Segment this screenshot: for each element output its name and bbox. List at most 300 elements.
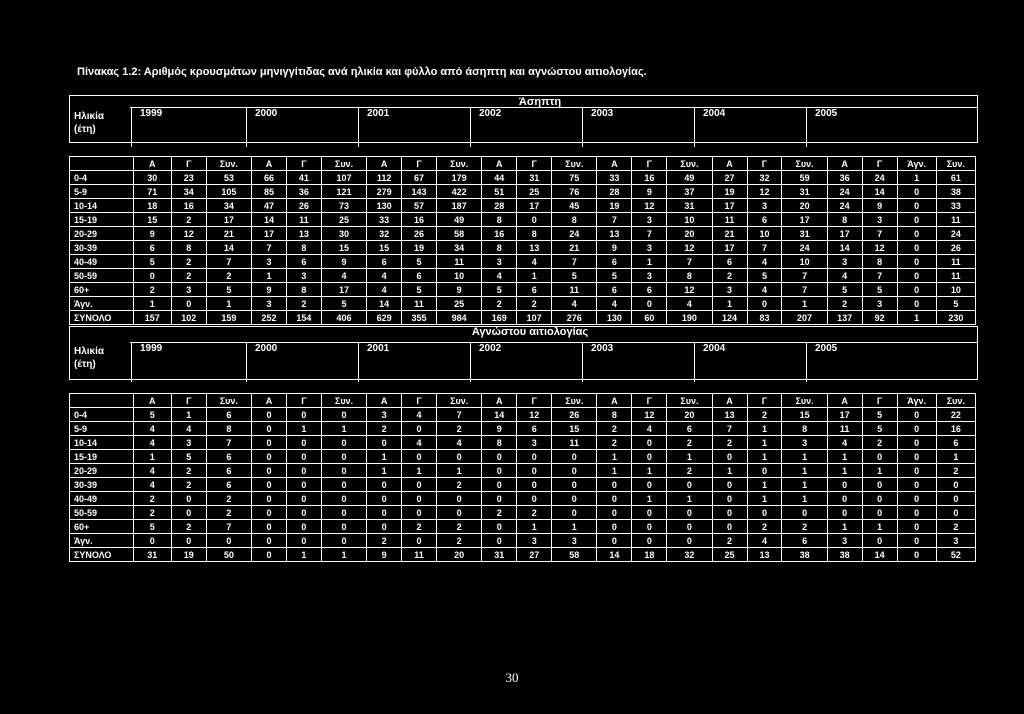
table-cell: 0: [897, 255, 936, 269]
table-cell: 3: [632, 241, 667, 255]
table-cell: 1: [862, 464, 897, 478]
table-cell: 3: [171, 283, 206, 297]
table-cell: 16: [402, 213, 437, 227]
table-cell: 59: [782, 171, 827, 185]
table-cell: 3: [712, 283, 747, 297]
table-cell: 0: [251, 422, 286, 436]
table-cell: 2: [171, 520, 206, 534]
table-cell: 276: [552, 311, 597, 325]
aseptic-subheader-row: [70, 157, 976, 171]
table-cell: 1: [712, 464, 747, 478]
table-cell: 6: [936, 436, 975, 450]
table-cell: 0: [251, 478, 286, 492]
table-cell: 9: [482, 422, 517, 436]
table-cell: 1: [897, 311, 936, 325]
table-cell: 92: [862, 311, 897, 325]
table-cell: 3: [251, 297, 286, 311]
row-label: 50-59: [70, 506, 134, 520]
table-cell: 2: [712, 269, 747, 283]
table-cell: 21: [206, 227, 251, 241]
table-cell: 0: [897, 534, 936, 548]
table-cell: 34: [206, 199, 251, 213]
table-cell: 49: [437, 213, 482, 227]
column-header: Συν.: [552, 394, 597, 408]
table-cell: 0: [367, 436, 402, 450]
column-header: Γ: [517, 394, 552, 408]
table-cell: 1: [597, 464, 632, 478]
table-cell: 25: [517, 185, 552, 199]
table-cell: 4: [482, 269, 517, 283]
table-cell: 0: [286, 478, 321, 492]
table-cell: 2: [171, 478, 206, 492]
table-cell: 11: [402, 548, 437, 562]
table-cell: 0: [632, 520, 667, 534]
table-cell: 28: [597, 185, 632, 199]
table-cell: 5: [402, 255, 437, 269]
table-cell: 17: [827, 408, 862, 422]
table-cell: 0: [251, 534, 286, 548]
table-cell: 33: [367, 213, 402, 227]
table-cell: 4: [667, 297, 712, 311]
table-cell: 25: [712, 548, 747, 562]
table-row: [70, 241, 976, 255]
column-header: Συν.: [782, 157, 827, 171]
table-cell: 0: [133, 269, 171, 283]
table-cell: 0: [321, 520, 366, 534]
table-cell: 406: [321, 311, 366, 325]
table-cell: 0: [367, 506, 402, 520]
table-cell: 0: [862, 506, 897, 520]
row-label: 0-4: [70, 408, 134, 422]
table-cell: 0: [632, 436, 667, 450]
table-cell: 0: [171, 297, 206, 311]
table-cell: 1: [827, 464, 862, 478]
table-cell: 7: [206, 520, 251, 534]
table-cell: 4: [133, 436, 171, 450]
table-cell: 17: [517, 199, 552, 213]
table-cell: 58: [437, 227, 482, 241]
table-cell: 26: [402, 227, 437, 241]
table-cell: 2: [402, 520, 437, 534]
table-cell: 19: [171, 548, 206, 562]
column-header: Α: [712, 157, 747, 171]
table-cell: 17: [712, 241, 747, 255]
table-cell: 0: [321, 478, 366, 492]
table-cell: 5: [321, 297, 366, 311]
table-cell: 0: [747, 464, 782, 478]
table-cell: 7: [597, 213, 632, 227]
table-row: [70, 185, 976, 199]
unknown-title: Αγνώστου αιτιολογίας: [471, 326, 589, 338]
table-cell: 1: [827, 450, 862, 464]
row-label: 15-19: [70, 450, 134, 464]
table-cell: 2: [747, 408, 782, 422]
table-cell: 0: [321, 408, 366, 422]
column-header: Συν.: [667, 157, 712, 171]
table-cell: 3: [482, 255, 517, 269]
table-row: [70, 534, 976, 548]
table-cell: 8: [517, 227, 552, 241]
table-cell: 14: [206, 241, 251, 255]
table-row: [70, 171, 976, 185]
table-cell: 14: [862, 185, 897, 199]
row-label: ΣΥΝΟΛΟ: [70, 311, 134, 325]
table-cell: 6: [597, 283, 632, 297]
column-header: Α: [251, 157, 286, 171]
column-header: Συν.: [321, 157, 366, 171]
column-header: Συν.: [552, 157, 597, 171]
table-cell: 14: [367, 297, 402, 311]
table-cell: 1: [747, 436, 782, 450]
table-cell: 0: [251, 450, 286, 464]
table-cell: 0: [402, 422, 437, 436]
column-header: Γ: [862, 157, 897, 171]
table-cell: 11: [936, 255, 975, 269]
table-cell: 38: [782, 548, 827, 562]
table-cell: 4: [402, 436, 437, 450]
table-cell: 2: [206, 506, 251, 520]
table-cell: 14: [597, 548, 632, 562]
table-cell: 6: [667, 422, 712, 436]
table-cell: 6: [206, 408, 251, 422]
unknown-age-label: Ηλικία (έτη): [74, 346, 105, 370]
table-row: [70, 408, 976, 422]
table-cell: 1: [782, 492, 827, 506]
table-cell: 1: [747, 422, 782, 436]
aseptic-header: [69, 95, 978, 143]
table-cell: 7: [206, 255, 251, 269]
aseptic-year-2003: 2003: [582, 107, 694, 147]
table-cell: 6: [782, 534, 827, 548]
table-cell: 51: [482, 185, 517, 199]
table-cell: 1: [437, 464, 482, 478]
table-cell: 1: [782, 478, 827, 492]
unknown-subheader-row: [70, 394, 976, 408]
table-cell: 85: [251, 185, 286, 199]
unknown-year-2004: 2004: [694, 342, 806, 382]
table-cell: 0: [367, 492, 402, 506]
table-cell: 8: [171, 241, 206, 255]
table-cell: 0: [437, 492, 482, 506]
table-cell: 6: [206, 478, 251, 492]
table-cell: 36: [286, 185, 321, 199]
table-cell: 31: [133, 548, 171, 562]
table-cell: 18: [133, 199, 171, 213]
table-cell: 0: [897, 213, 936, 227]
table-cell: 67: [402, 171, 437, 185]
table-cell: 5: [133, 408, 171, 422]
table-cell: 2: [597, 422, 632, 436]
unknown-year-1999: 1999: [131, 342, 246, 382]
column-header: Α: [827, 394, 862, 408]
table-cell: 7: [862, 269, 897, 283]
row-label: 40-49: [70, 255, 134, 269]
table-cell: 984: [437, 311, 482, 325]
table-cell: 13: [597, 227, 632, 241]
table-cell: 41: [286, 171, 321, 185]
table-cell: 1: [747, 450, 782, 464]
table-cell: 0: [897, 436, 936, 450]
table-cell: 31: [782, 185, 827, 199]
table-cell: 5: [482, 283, 517, 297]
table-cell: 4: [437, 436, 482, 450]
column-header: Γ: [171, 157, 206, 171]
row-label: 10-14: [70, 199, 134, 213]
table-cell: 25: [321, 213, 366, 227]
table-cell: 83: [747, 311, 782, 325]
table-cell: 7: [747, 241, 782, 255]
column-header: Συν.: [437, 394, 482, 408]
table-cell: 0: [897, 199, 936, 213]
table-cell: 2: [437, 478, 482, 492]
table-cell: 31: [782, 227, 827, 241]
table-cell: 7: [632, 227, 667, 241]
unknown-header: [69, 326, 978, 380]
row-label: 20-29: [70, 227, 134, 241]
table-cell: 6: [517, 422, 552, 436]
table-cell: 2: [712, 534, 747, 548]
table-cell: 0: [712, 520, 747, 534]
table-cell: 5: [597, 269, 632, 283]
table-row: [70, 492, 976, 506]
table-cell: 0: [632, 478, 667, 492]
table-cell: 16: [936, 422, 975, 436]
table-cell: 4: [747, 283, 782, 297]
column-header: Συν.: [936, 157, 975, 171]
table-cell: 24: [862, 171, 897, 185]
table-cell: 32: [367, 227, 402, 241]
table-cell: 0: [827, 506, 862, 520]
table-cell: 16: [632, 171, 667, 185]
table-cell: 0: [171, 534, 206, 548]
column-header: Συν.: [437, 157, 482, 171]
table-cell: 0: [321, 534, 366, 548]
table-cell: 7: [667, 255, 712, 269]
column-header: Γ: [747, 394, 782, 408]
table-cell: 4: [747, 534, 782, 548]
table-cell: 8: [286, 283, 321, 297]
table-cell: 0: [897, 506, 936, 520]
table-cell: 9: [597, 241, 632, 255]
table-cell: 13: [286, 227, 321, 241]
table-row: [70, 199, 976, 213]
table-cell: 9: [133, 227, 171, 241]
table-cell: 31: [517, 171, 552, 185]
table-row: [70, 436, 976, 450]
table-cell: 57: [402, 199, 437, 213]
table-cell: 0: [632, 534, 667, 548]
table-cell: 17: [321, 283, 366, 297]
table-cell: 1: [251, 269, 286, 283]
table-cell: 8: [286, 241, 321, 255]
table-cell: 12: [632, 199, 667, 213]
table-cell: 0: [597, 534, 632, 548]
table-cell: 52: [936, 548, 975, 562]
table-cell: 137: [827, 311, 862, 325]
table-cell: 3: [827, 255, 862, 269]
table-cell: 71: [133, 185, 171, 199]
table-cell: 1: [402, 464, 437, 478]
table-cell: 4: [321, 269, 366, 283]
table-cell: 1: [782, 464, 827, 478]
table-cell: 0: [747, 506, 782, 520]
table-cell: 0: [667, 506, 712, 520]
table-cell: 6: [597, 255, 632, 269]
table-cell: 0: [133, 534, 171, 548]
unknown-table: [69, 393, 976, 562]
table-cell: 107: [321, 171, 366, 185]
table-cell: 0: [667, 520, 712, 534]
table-cell: 33: [936, 199, 975, 213]
table-cell: 5: [552, 269, 597, 283]
table-cell: 24: [782, 241, 827, 255]
column-header: Γ: [632, 394, 667, 408]
table-cell: 22: [936, 408, 975, 422]
aseptic-year-2005: 2005: [806, 107, 918, 147]
table-cell: 4: [632, 422, 667, 436]
table-cell: 0: [597, 506, 632, 520]
table-cell: 1: [321, 548, 366, 562]
table-cell: 0: [321, 492, 366, 506]
table-cell: 2: [367, 422, 402, 436]
table-cell: 19: [597, 199, 632, 213]
table-cell: 0: [402, 450, 437, 464]
table-cell: 3: [517, 436, 552, 450]
column-header: Συν.: [782, 394, 827, 408]
table-cell: 4: [133, 422, 171, 436]
table-cell: 124: [712, 311, 747, 325]
table-cell: 26: [286, 199, 321, 213]
table-cell: 0: [517, 464, 552, 478]
table-cell: 28: [482, 199, 517, 213]
table-cell: 8: [552, 213, 597, 227]
table-cell: 24: [827, 199, 862, 213]
table-cell: 0: [897, 464, 936, 478]
table-cell: 13: [712, 408, 747, 422]
table-cell: 179: [437, 171, 482, 185]
table-cell: 11: [437, 255, 482, 269]
table-cell: 2: [206, 492, 251, 506]
unknown-year-2003: 2003: [582, 342, 694, 382]
row-label: 40-49: [70, 492, 134, 506]
table-cell: 130: [597, 311, 632, 325]
table-cell: 0: [712, 450, 747, 464]
table-cell: 2: [367, 534, 402, 548]
table-row: [70, 255, 976, 269]
table-cell: 2: [171, 464, 206, 478]
table-cell: 19: [712, 185, 747, 199]
table-cell: 1: [747, 492, 782, 506]
table-cell: 1: [747, 478, 782, 492]
table-cell: 1: [517, 520, 552, 534]
table-cell: 1: [632, 492, 667, 506]
table-cell: 26: [552, 408, 597, 422]
table-cell: 0: [552, 506, 597, 520]
table-cell: 17: [782, 213, 827, 227]
column-header: Α: [712, 394, 747, 408]
aseptic-year-1999: 1999: [131, 107, 246, 147]
row-label: 15-19: [70, 213, 134, 227]
table-cell: 12: [862, 241, 897, 255]
table-cell: 4: [171, 422, 206, 436]
table-cell: 2: [667, 436, 712, 450]
table-cell: 121: [321, 185, 366, 199]
table-row: [70, 283, 976, 297]
table-cell: 169: [482, 311, 517, 325]
column-header: Α: [597, 394, 632, 408]
table-cell: 355: [402, 311, 437, 325]
table-cell: 6: [632, 283, 667, 297]
table-cell: 14: [251, 213, 286, 227]
table-cell: 3: [171, 436, 206, 450]
table-cell: 38: [936, 185, 975, 199]
table-cell: 230: [936, 311, 975, 325]
table-cell: 10: [747, 227, 782, 241]
aseptic-table: [69, 156, 976, 325]
table-cell: 7: [712, 422, 747, 436]
table-cell: 8: [482, 213, 517, 227]
table-cell: 2: [171, 255, 206, 269]
row-label: 30-39: [70, 478, 134, 492]
table-cell: 20: [667, 227, 712, 241]
table-cell: 154: [286, 311, 321, 325]
aseptic-year-2000: 2000: [246, 107, 358, 147]
table-cell: 10: [936, 283, 975, 297]
table-cell: 75: [552, 171, 597, 185]
table-cell: 2: [437, 520, 482, 534]
table-cell: 8: [827, 213, 862, 227]
table-cell: 12: [747, 185, 782, 199]
table-cell: 1: [321, 422, 366, 436]
table-cell: 0: [862, 534, 897, 548]
table-cell: 20: [667, 408, 712, 422]
column-header: Γ: [286, 157, 321, 171]
table-cell: 11: [827, 422, 862, 436]
table-cell: 0: [632, 450, 667, 464]
table-cell: 0: [897, 520, 936, 534]
table-cell: 1: [171, 408, 206, 422]
column-header: Γ: [517, 157, 552, 171]
table-cell: 6: [747, 213, 782, 227]
table-cell: 0: [552, 464, 597, 478]
table-cell: 0: [482, 534, 517, 548]
column-header: Γ: [286, 394, 321, 408]
table-cell: 0: [286, 520, 321, 534]
table-cell: 8: [782, 422, 827, 436]
table-cell: 2: [437, 422, 482, 436]
table-cell: 107: [517, 311, 552, 325]
table-cell: 0: [482, 478, 517, 492]
table-cell: 4: [747, 255, 782, 269]
table-cell: 5: [133, 520, 171, 534]
table-cell: 3: [632, 213, 667, 227]
table-cell: 1: [286, 422, 321, 436]
table-cell: 34: [437, 241, 482, 255]
table-cell: 0: [552, 478, 597, 492]
row-label: 20-29: [70, 464, 134, 478]
table-cell: 0: [402, 478, 437, 492]
column-header: Α: [251, 394, 286, 408]
table-cell: 0: [936, 478, 975, 492]
table-cell: 14: [482, 408, 517, 422]
table-cell: 27: [712, 171, 747, 185]
table-cell: 8: [482, 241, 517, 255]
table-cell: 2: [206, 269, 251, 283]
table-cell: 17: [251, 227, 286, 241]
table-cell: 2: [747, 520, 782, 534]
table-cell: 157: [133, 311, 171, 325]
table-row: [70, 311, 976, 325]
